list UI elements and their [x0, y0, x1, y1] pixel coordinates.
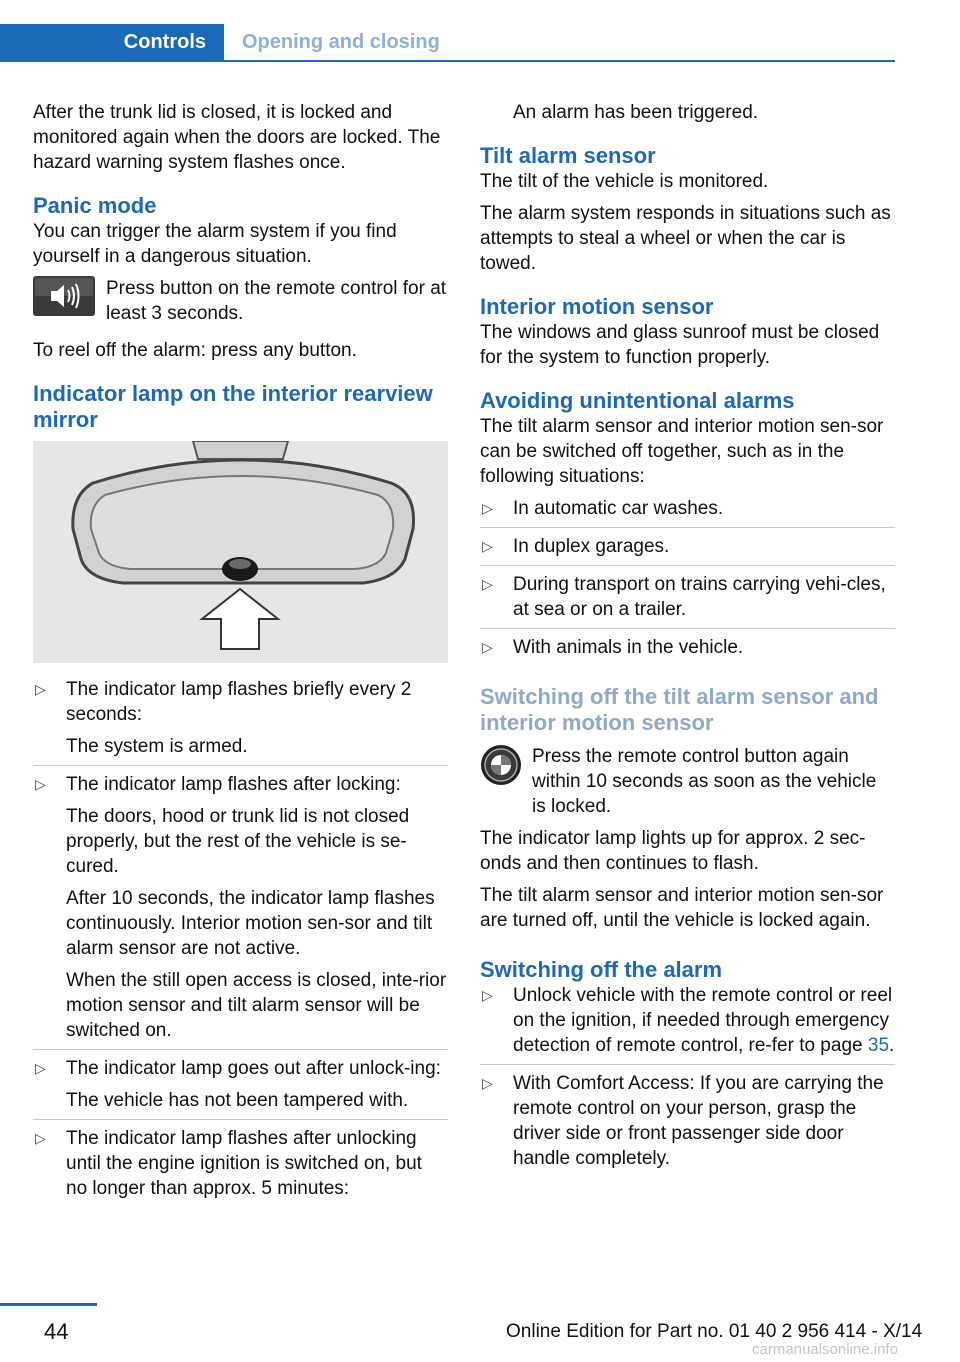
triangle-bullet-icon: ▷	[482, 639, 493, 655]
panic-mode-heading: Panic mode	[33, 193, 157, 218]
bmw-logo-button-icon	[480, 744, 522, 793]
panic-button-icon	[33, 276, 95, 323]
list-item-text: Unlock vehicle with the remote control or reel on the ignition, if needed through emergency detection of remote control, re‐fer to page 35.	[513, 985, 895, 1056]
rearview-mirror-illustration	[33, 441, 448, 663]
list-item	[33, 677, 448, 766]
triangle-bullet-icon: ▷	[482, 538, 493, 554]
motion-sensor-text: The windows and glass sunroof must be closed for the system to function properly.	[480, 322, 880, 368]
panic-mode-text: You can trigger the alarm system if you find yourself in a dangerous situation.	[33, 221, 397, 267]
switch-off-sensors-heading: Switching off the tilt alarm sensor and interior motion sensor	[480, 684, 879, 735]
list-item	[33, 1126, 448, 1207]
list-item-text: The indicator lamp flashes after unlocking until the engine ignition is switched on, but no longer than approx. 5 minutes:	[66, 1128, 422, 1199]
page-number-rule	[0, 1303, 97, 1306]
triangle-bullet-icon: ▷	[35, 1060, 46, 1076]
switch-off-instruction	[480, 744, 895, 819]
avoid-alarms-text: The tilt alarm sensor and interior motion sen‐sor can be switched off together, such as in the following situations:	[480, 416, 884, 487]
list-item-text: The doors, hood or trunk lid is not closed properly, but the rest of the vehicle is se‐cured.	[66, 806, 410, 877]
watermark: carmanualsonline.info	[752, 1341, 898, 1358]
triangle-bullet-icon: ▷	[482, 1075, 493, 1091]
tilt-text-1: The tilt of the vehicle is monitored.	[480, 171, 769, 192]
switch-off-instruction-text: Press the remote control button again within 10 seconds as soon as the vehicle is locked.	[532, 746, 877, 817]
list-item-text: In duplex garages.	[513, 536, 670, 557]
list-item-text: In automatic car washes.	[513, 498, 724, 519]
list-item-text: With animals in the vehicle.	[513, 637, 744, 658]
list-item-text: When the still open access is closed, inte‐rior motion sensor and tilt alarm sensor will be switched on.	[66, 970, 447, 1041]
switch-off-alarm-list	[480, 983, 895, 1177]
triangle-bullet-icon: ▷	[35, 681, 46, 697]
list-item	[480, 496, 895, 528]
list-item-text: The indicator lamp flashes briefly every 2 seconds:	[66, 679, 412, 725]
avoid-alarms-list	[480, 496, 895, 666]
edition-text: Online Edition for Part no. 01 40 2 956 414 - X/14	[506, 1321, 923, 1342]
reel-off-text: To reel off the alarm: press any button.	[33, 340, 357, 361]
list-item-text: The vehicle has not been tampered with.	[66, 1090, 409, 1111]
chapter-tab[interactable]: Controls	[0, 24, 224, 60]
list-item	[480, 635, 895, 666]
avoid-alarms-heading: Avoiding unintentional alarms	[480, 388, 795, 413]
list-item-text: After 10 seconds, the indicator lamp flashes continuously. Interior motion sen‐sor and tilt alarm sensor are not active.	[66, 888, 435, 959]
section-tab[interactable]: Opening and closing	[242, 31, 440, 53]
tilt-text-2: The alarm system responds in situations such as attempts to steal a wheel or when the car is towed.	[480, 203, 891, 274]
switch-off-alarm-heading: Switching off the alarm	[480, 957, 723, 982]
triangle-bullet-icon: ▷	[482, 987, 493, 1003]
list-item	[480, 983, 895, 1065]
tilt-alarm-heading: Tilt alarm sensor	[480, 143, 656, 168]
alarm-triggered-text: An alarm has been triggered.	[513, 102, 759, 123]
list-item	[480, 534, 895, 566]
panic-instruction	[33, 276, 448, 328]
page-header	[0, 24, 895, 62]
list-item-text: The indicator lamp goes out after unlock‐ing:	[66, 1058, 441, 1079]
triangle-bullet-icon: ▷	[35, 776, 46, 792]
list-item-text: The indicator lamp flashes after locking:	[66, 774, 401, 795]
page-link[interactable]: 35	[867, 1035, 890, 1056]
panic-instruction-text: Press button on the remote control for at least 3 seconds.	[106, 278, 447, 324]
list-item	[33, 772, 448, 1050]
indicator-lamp-list	[33, 677, 448, 1207]
triangle-bullet-icon: ▷	[482, 500, 493, 516]
triangle-bullet-icon: ▷	[482, 576, 493, 592]
list-item-text: During transport on trains carrying vehi‐cles, at sea or on a trailer.	[513, 574, 886, 620]
triangle-bullet-icon: ▷	[35, 1130, 46, 1146]
right-column	[480, 100, 895, 1183]
switch-off-text-2: The indicator lamp lights up for approx. 2 sec‐onds and then continues to flash.	[480, 828, 866, 874]
list-item	[480, 572, 895, 629]
list-item-text: The system is armed.	[66, 736, 248, 757]
indicator-lamp-heading: Indicator lamp on the interior rearview mirror	[33, 381, 433, 432]
header-rule	[0, 60, 895, 62]
list-item	[33, 1056, 448, 1120]
trunk-paragraph: After the trunk lid is closed, it is locked and monitored again when the doors are locked. The hazard warning system flashes once.	[33, 102, 441, 173]
list-item-text: With Comfort Access: If you are carrying the remote control on your person, grasp the driver side or front passenger side door handle completely.	[513, 1073, 884, 1169]
motion-sensor-heading: Interior motion sensor	[480, 294, 714, 319]
page-number: 44	[44, 1319, 69, 1344]
list-item	[480, 1071, 895, 1177]
left-column	[33, 100, 448, 1213]
switch-off-text-3: The tilt alarm sensor and interior motion sen‐sor are turned off, until the vehicle is locked again.	[480, 885, 884, 931]
